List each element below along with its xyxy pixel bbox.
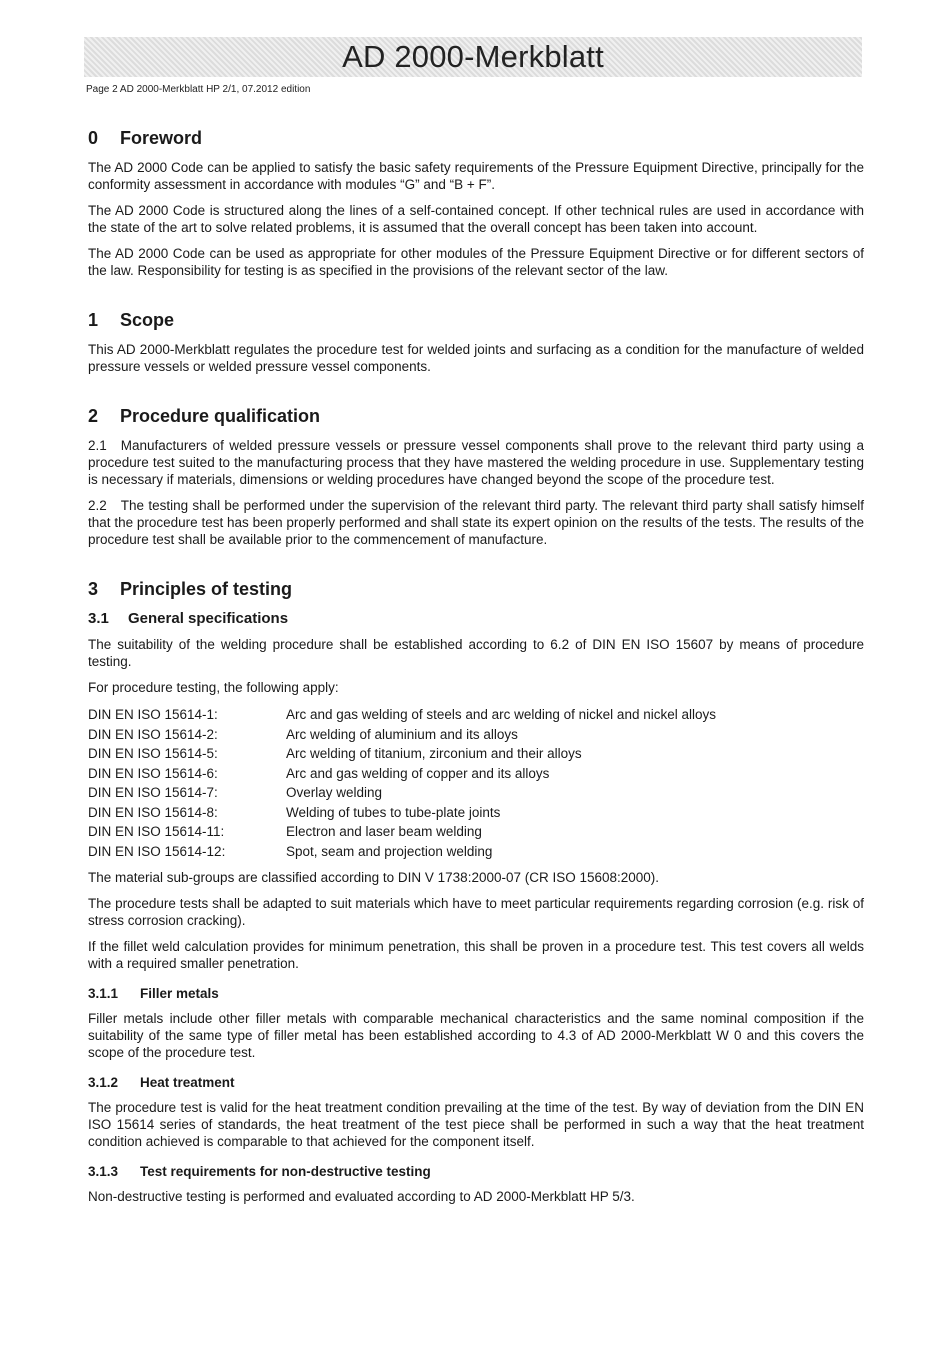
standard-code: DIN EN ISO 15614-8: <box>88 804 218 820</box>
subsection-number: 3.1.2 <box>88 1075 119 1090</box>
standard-description: Electron and laser beam welding <box>286 824 482 839</box>
standard-description: Spot, seam and projection welding <box>286 843 493 859</box>
section-3-1-1-heading <box>88 986 864 1001</box>
filler-metals-paragraph: Filler metals include other filler metals with comparable mechanical characteristics and the same nominal composition if the suitability of the same type of filler metal has been established according to 4.3 of AD 2000-Merkblatt W 0 and this covers the scope of the procedure test. <box>88 1011 864 1060</box>
list-item <box>88 783 864 803</box>
page-info: Page 2 AD 2000-Merkblatt HP 2/1, 07.2012 edition <box>86 84 311 95</box>
standard-code: DIN EN ISO 15614-5: <box>88 746 218 761</box>
section-title: Foreword <box>120 128 203 148</box>
general-spec-paragraph-3: The material sub-groups are classified according to DIN V 1738:2000-07 (CR ISO 15608:2000). <box>88 870 660 885</box>
list-item <box>88 764 864 784</box>
standard-code: DIN EN ISO 15614-2: <box>88 726 218 742</box>
foreword-paragraph-3: The AD 2000 Code can be used as appropriate for other modules of the Pressure Equipment Directive or for different sectors of the law. Responsibility for testing is as specified in the provisions of the relevant sector of the law. <box>88 246 864 278</box>
section-0-heading <box>88 128 864 149</box>
standard-code: DIN EN ISO 15614-1: <box>88 707 218 722</box>
paragraph-number: 2.2 <box>88 498 107 513</box>
subsection-title: General specifications <box>128 610 289 627</box>
section-3-1-heading <box>88 610 864 627</box>
heat-treatment-paragraph: The procedure test is valid for the heat treatment condition prevailing at the time of the test. By way of deviation from the DIN EN ISO 15614 series of standards, the heat treatment of the test piece shall be performed in such a way that the heat treatment condition achieved is comparable to that achieved for the component itself. <box>88 1100 864 1149</box>
section-title: Procedure qualification <box>120 406 321 426</box>
standard-code: DIN EN ISO 15614-11: <box>88 824 225 839</box>
standard-description: Arc and gas welding of copper and its alloys <box>286 765 550 781</box>
document-title: AD 2000-Merkblatt <box>342 39 604 74</box>
list-item <box>88 725 864 745</box>
list-item <box>88 842 864 862</box>
subsection-number: 3.1.3 <box>88 1164 119 1179</box>
document-body <box>88 128 864 1214</box>
list-item <box>88 705 864 725</box>
subsection-title: Filler metals <box>140 986 219 1001</box>
general-spec-paragraph-4: The procedure tests shall be adapted to suit materials which have to meet particular requirements regarding corrosion (e.g. risk of stress corrosion cracking). <box>88 896 864 928</box>
section-title: Principles of testing <box>120 579 293 599</box>
standard-code: DIN EN ISO 15614-6: <box>88 765 218 781</box>
section-number: 3 <box>88 579 99 599</box>
subsection-number: 3.1.1 <box>88 986 119 1001</box>
subsection-number: 3.1 <box>88 610 109 627</box>
section-title: Scope <box>120 310 175 330</box>
paragraph-text: The testing shall be performed under the supervision of the relevant third party. The relevant third party shall satisfy himself that the procedure test has been properly performed and shall state its expert opinion on the results of the tests. The results of the procedure test shall be available prior to the commencement of manufacture. <box>88 498 864 547</box>
paragraph-text: Manufacturers of welded pressure vessels or pressure vessel components shall prove to the relevant third party using a procedure test suited to the manufacturing process that they have mastered the welding procedure in use. Supplementary testing is necessary if materials, dimensions or welding procedures have changed beyond the scope of the procedure test. <box>88 438 864 487</box>
standard-code: DIN EN ISO 15614-12: <box>88 843 226 859</box>
header-banner <box>84 37 862 77</box>
standard-description: Welding of tubes to tube-plate joints <box>286 804 501 820</box>
standards-list <box>88 705 864 861</box>
foreword-paragraph-2: The AD 2000 Code is structured along the lines of a self-contained concept. If other technical rules are used in accordance with the state of the art to solve related problems, it is assumed that the overall concept has been taken into account. <box>88 203 864 235</box>
subsection-title: Test requirements for non-destructive testing <box>140 1164 431 1179</box>
section-2-heading <box>88 406 864 427</box>
section-3-1-2-heading <box>88 1075 864 1090</box>
general-spec-paragraph-5: If the fillet weld calculation provides for minimum penetration, this shall be proven in a procedure test. This test covers all welds with a required smaller penetration. <box>88 939 864 971</box>
paragraph-2-1 <box>88 437 864 488</box>
scope-paragraph: This AD 2000-Merkblatt regulates the procedure test for welded joints and surfacing as a condition for the manufacture of welded pressure vessels or welded pressure vessel components. <box>88 342 864 374</box>
section-number: 1 <box>88 310 99 330</box>
paragraph-2-2 <box>88 497 864 548</box>
general-spec-paragraph-1: The suitability of the welding procedure shall be established according to 6.2 of DIN EN ISO 15607 by means of procedure testing. <box>88 637 864 669</box>
standard-description: Overlay welding <box>286 785 383 800</box>
standard-description: Arc welding of aluminium and its alloys <box>286 726 518 742</box>
standard-description: Arc and gas welding of steels and arc welding of nickel and nickel alloys <box>286 707 716 722</box>
section-3-heading <box>88 579 864 600</box>
section-3-1-3-heading <box>88 1164 864 1179</box>
paragraph-number: 2.1 <box>88 438 107 453</box>
general-spec-paragraph-2: For procedure testing, the following apply: <box>88 680 339 695</box>
subsection-title: Heat treatment <box>140 1075 235 1090</box>
section-number: 2 <box>88 406 99 426</box>
list-item <box>88 822 864 842</box>
ndt-paragraph: Non-destructive testing is performed and evaluated according to AD 2000-Merkblatt HP 5/3. <box>88 1189 635 1204</box>
section-number: 0 <box>88 128 99 148</box>
standard-description: Arc welding of titanium, zirconium and their alloys <box>286 746 582 761</box>
list-item <box>88 744 864 764</box>
standard-code: DIN EN ISO 15614-7: <box>88 785 218 800</box>
section-1-heading <box>88 310 864 331</box>
foreword-paragraph-1: The AD 2000 Code can be applied to satisfy the basic safety requirements of the Pressure Equipment Directive, principally for the conformity assessment in accordance with modules “G” and “B + F”. <box>88 160 864 192</box>
list-item <box>88 803 864 823</box>
